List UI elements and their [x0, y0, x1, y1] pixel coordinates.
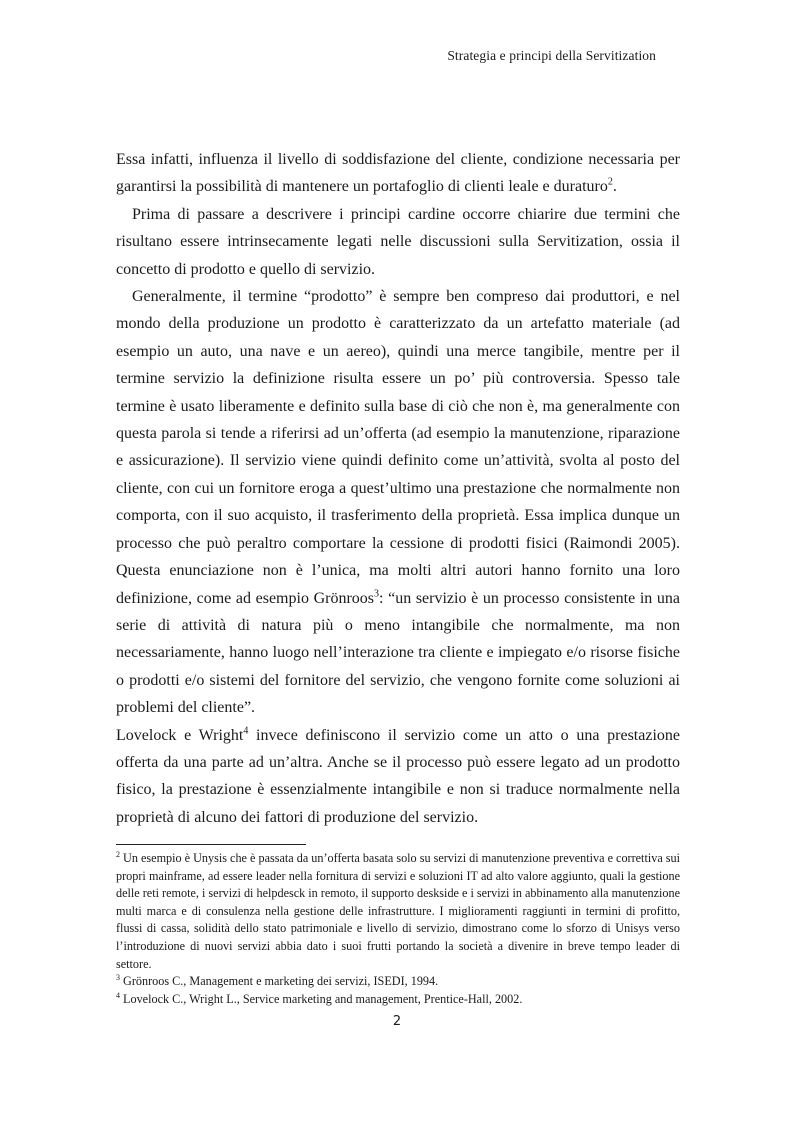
paragraph-4-start: Lovelock e Wright — [116, 726, 244, 744]
footnote-text: Un esempio è Unysis che è passata da un’offerta basata solo su servizi di manutenzione preventiva e correttiva sui propri mainframe, ad essere leader nella fornitura di servizi e soluzioni IT ad alto valore aggiunto, quali la gestione delle reti remote, i servizi di helpdesck in remoto, il supporto deskside e i servizi in abbinamento alla manutenzione multi marca e di consulenza nella gestione delle infrastrutture. I miglioramenti raggiunti in termini di profitto, flussi di cassa, solidità dello stato patrimoniale e livello di servizio, dimostrano come lo sforzo di Unisys verso l’introduzione di nuovi servizi abbia dato i suoi frutti portando la società a divenire in breve tempo leader di settore. — [116, 851, 680, 971]
paragraph-4 — [116, 722, 680, 832]
footnote-number: 2 — [116, 849, 120, 859]
footnote-text: Grönroos C., Management e marketing dei servizi, ISEDI, 1994. — [120, 974, 439, 989]
paragraph-3-end: : “un servizio è un processo consistente in una serie di attività di natura più o meno intangibile che normalmente, ma non necessariamente, hanno luogo nell’interazione tra cliente e impiegato e/o risorse fisiche o prodotti e/o sistemi del fornitore del servizio, che vengono fornite come soluzioni ai problemi del cliente”. — [116, 589, 680, 717]
footnote-ref-3: 3 — [374, 588, 380, 600]
footnote-separator — [116, 844, 306, 845]
footnote-3 — [116, 973, 680, 991]
paragraph-3-text: Generalmente, il termine “prodotto” è sempre ben compreso dai produttori, e nel mondo della produzione un prodotto è caratterizzato da un artefatto materiale (ad esempio un auto, una nave e un aereo), quindi una merce tangibile, mentre per il termine servizio la definizione risulta essere un po’ più controversia. Spesso tale termine è usato liberamente e definito sulla base di ciò che non è, ma generalmente con questa parola si tende a riferirsi ad un’offerta (ad esempio la manutenzione, riparazione e assicurazione). Il servizio viene quindi definito come un’attività, svolta al posto del cliente, con cui un fornitore eroga a quest’ultimo una prestazione che normalmente non comporta, con il suo acquisto, il trasferimento della proprietà. Essa implica dunque un processo che può peraltro comportare la cessione di prodotti fisici (Raimondi 2005). Questa enunciazione non è l’unica, ma molti altri autori hanno fornito una loro definizione, come ad esempio Grönroos — [116, 288, 680, 607]
footnote-4 — [116, 991, 680, 1009]
paragraph-1 — [116, 146, 680, 201]
footnote-ref-2: 2 — [607, 177, 613, 189]
paragraph-1-text: Essa infatti, influenza il livello di soddisfazione del cliente, condizione necessaria per garantirsi la possibilità di mantenere un portafoglio di clienti leale e duraturo — [116, 151, 680, 196]
paragraph-4-end: invece definiscono il servizio come un atto o una prestazione offerta da una parte ad un’altra. Anche se il processo può essere legato ad un prodotto fisico, la prestazione è essenzialmente intangibile e non si traduce normalmente nella proprietà di alcuno dei fattori di produzione del servizio. — [116, 726, 680, 826]
footnote-ref-4: 4 — [243, 725, 249, 737]
paragraph-3 — [116, 283, 680, 722]
footnote-text: Lovelock C., Wright L., Service marketing and management, Prentice-Hall, 2002. — [120, 991, 523, 1006]
footnote-2 — [116, 850, 680, 973]
footnote-number: 4 — [116, 990, 120, 1000]
running-header: Strategia e principi della Servitization — [447, 48, 656, 63]
paragraph-2: Prima di passare a descrivere i principi cardine occorre chiarire due termini che risultano essere intrinsecamente legati nelle discussioni sulla Servitization, ossia il concetto di prodotto e quello di servizio. — [116, 205, 680, 278]
footnotes — [116, 850, 680, 1008]
paragraph-1-end: . — [612, 178, 617, 196]
body-text — [116, 146, 680, 831]
footnote-number: 3 — [116, 973, 120, 983]
page-number: 2 — [392, 1014, 402, 1029]
